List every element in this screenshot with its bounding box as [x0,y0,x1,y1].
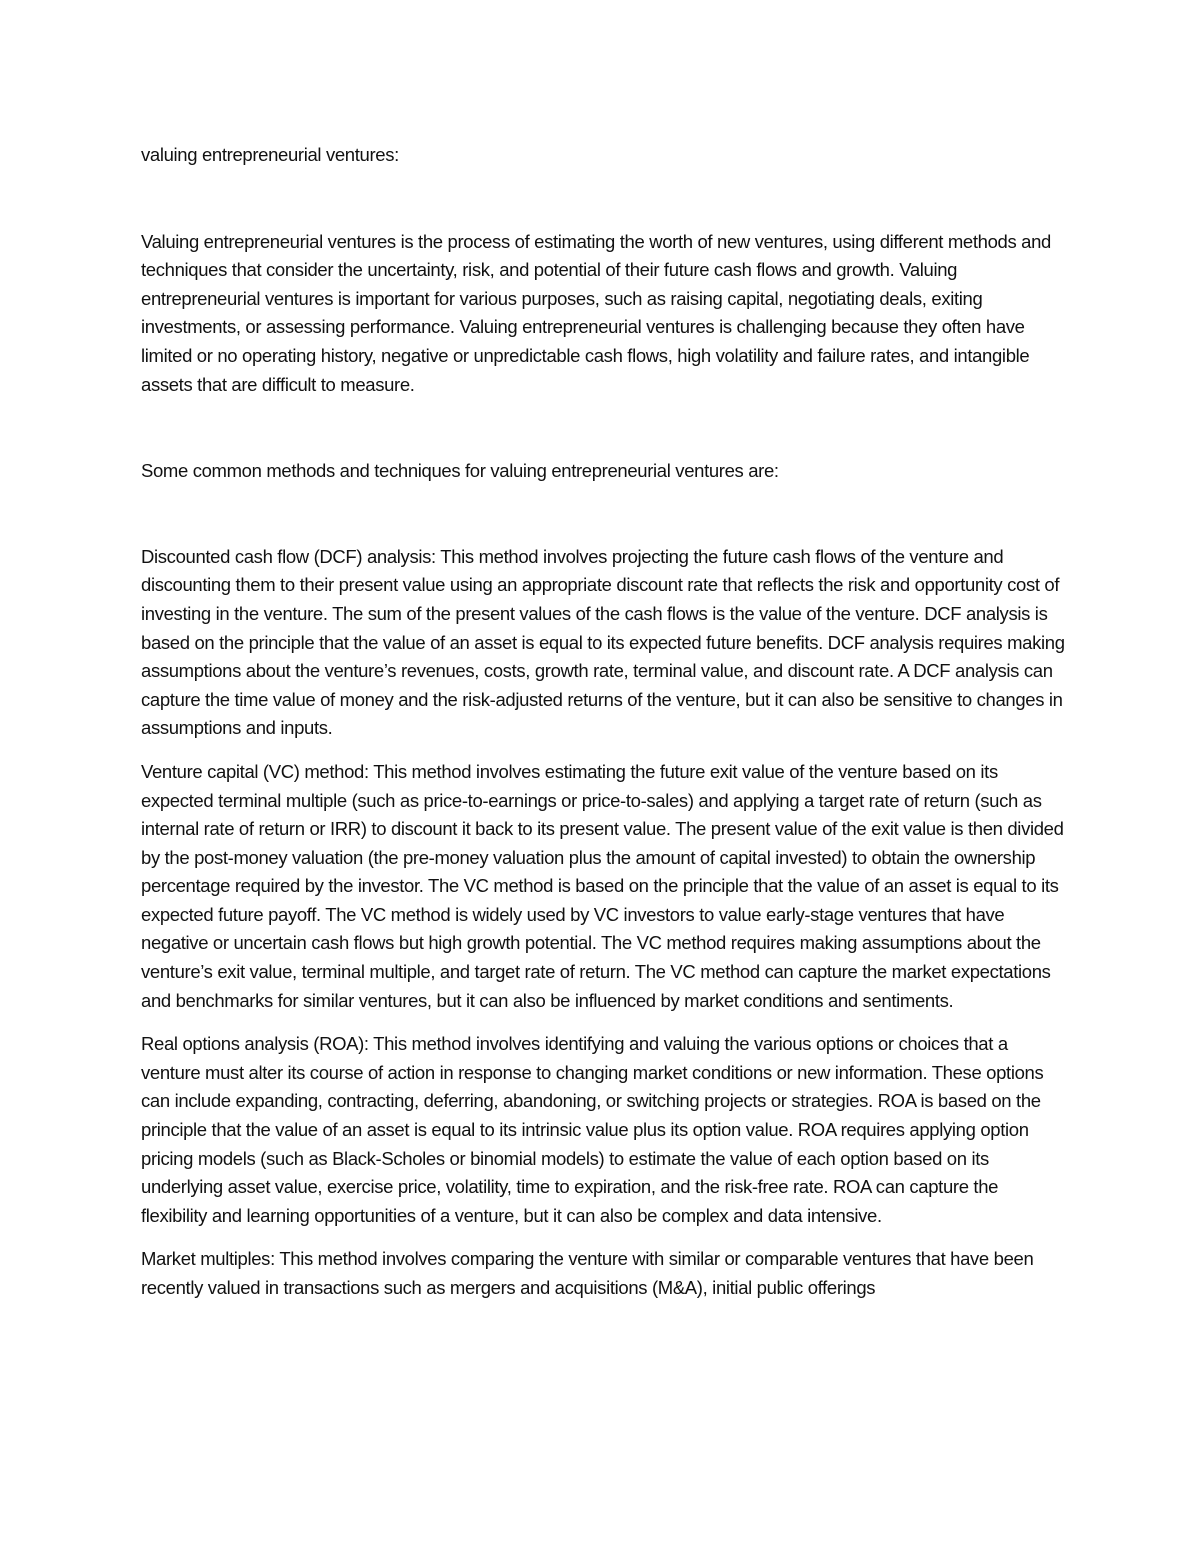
method-paragraph-vc: Venture capital (VC) method: This method involves estimating the future exit value of the venture based on its expected terminal multiple (such as price-to-earnings or price-to-sales) and applying a target rate of return (such as internal rate of return or IRR) to discount it back to its present value. The present value of the exit value is then divided by the post-money valuation (the pre-money valuation plus the amount of capital invested) to obtain the ownership percentage required by the investor. The VC method is based on the principle that the value of an asset is equal to its expected future payoff. The VC method is widely used by VC investors to value early-stage ventures that have negative or uncertain cash flows but high growth potential. The VC method requires making assumptions about the venture’s exit value, terminal multiple, and target rate of return. The VC method can capture the market expectations and benchmarks for similar ventures, but it can also be influenced by market conditions and sentiments. [141,760,1064,1011]
method-paragraph-roa: Real options analysis (ROA): This method involves identifying and valuing the various options or choices that a venture must alter its course of action in response to changing market conditions or new information. These options can include expanding, contracting, deferring, abandoning, or switching projects or strategies. ROA is based on the principle that the value of an asset is equal to its intrinsic value plus its option value. ROA requires applying option pricing models (such as Black-Scholes or binomial models) to estimate the value of each option based on its underlying asset value, exercise price, volatility, time to expiration, and the risk-free rate. ROA can capture the flexibility and learning opportunities of a venture, but it can also be complex and data intensive. [141,1033,1044,1226]
method-paragraph-dcf: Discounted cash flow (DCF) analysis: This method involves projecting the future cash flows of the venture and discounting them to their present value using an appropriate discount rate that reflects the risk and opportunity cost of investing in the venture. The sum of the present values of the cash flows is the value of the venture. DCF analysis is based on the principle that the value of an asset is equal to its expected future benefits. DCF analysis requires making assumptions about the venture’s revenues, costs, growth rate, terminal value, and discount rate. A DCF analysis can capture the time value of money and the risk-adjusted returns of the venture, but it can also be sensitive to changes in assumptions and inputs. [141,545,1065,739]
methods-lead-paragraph: Some common methods and techniques for valuing entrepreneurial ventures are: [141,460,779,482]
method-paragraph-market-multiples: Market multiples: This method involves comparing the venture with similar or comparable ventures that have been recently valued in transactions such as mergers and acquisitions (M&A), initial public offerings [141,1248,1034,1298]
intro-paragraph: Valuing entrepreneurial ventures is the process of estimating the worth of new ventures, using different methods and techniques that consider the uncertainty, risk, and potential of their future cash flows and growth. Valuing entrepreneurial ventures is important for various purposes, such as raising capital, negotiating deals, exiting investments, or assessing performance. Valuing entrepreneurial ventures is challenging because they often have limited or no operating history, negative or unpredictable cash flows, high volatility and failure rates, and intangible assets that are difficult to measure. [141,230,1051,395]
document-title: valuing entrepreneurial ventures: [141,144,399,165]
document-body [141,141,1066,1318]
